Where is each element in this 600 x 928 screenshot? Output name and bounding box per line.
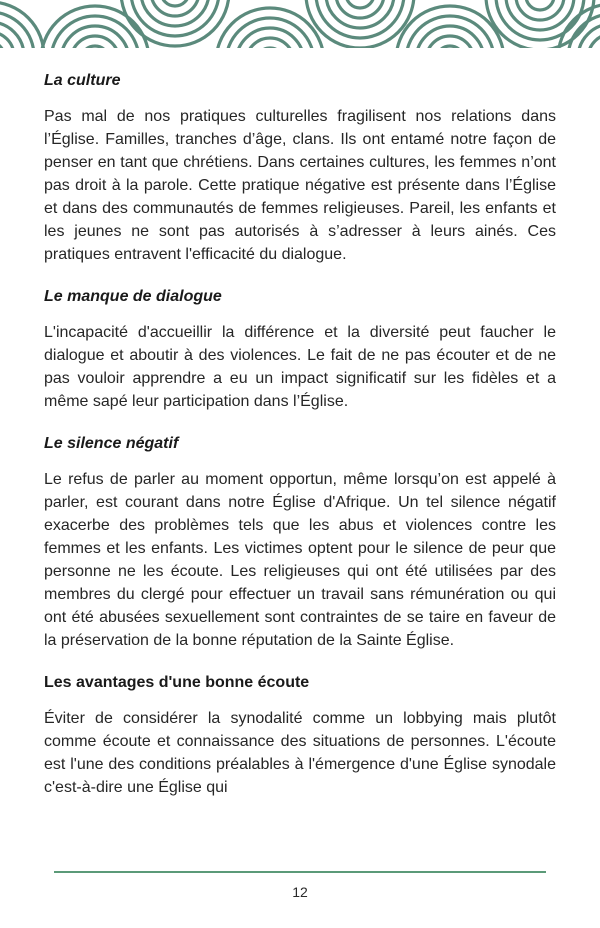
concentric-circles-4 (216, 8, 324, 48)
page-number: 12 (292, 884, 308, 900)
section-heading-silence: Le silence négatif (44, 435, 179, 452)
section-text-silence: Le refus de parler au moment opportun, même lorsqu’on est appelé à parler, est courant dans notre Église d'Afrique. Un tel silence négatif exacerbe des problèmes tels que les abus et violences contre les femmes et les enfants. Les victimes optent pour le silence de peur que personne ne les écoute. Les religieuses qui ont été utilisées par des membres du clergé pour effectuer un travail sans rémunération ou qui ont été abusées sexuellement sont contraintes de se taire en faveur de la préservation de la bonne réputation de la Sainte Église. (44, 471, 556, 649)
section-heading-culture: La culture (44, 72, 121, 89)
section-text-dialogue: L'incapacité d'accueillir la différence et la diversité peut faucher le dialogue et aboutir à des violences. Le fait de ne pas écouter et de ne pas vouloir apprendre a eu un impact significatif sur les fidèles et a même sapé leur participation dans l’Église. (44, 324, 556, 410)
concentric-circles-1 (0, 2, 44, 48)
concentric-circles-7 (486, 0, 594, 48)
section-heading-dialogue: Le manque de dialogue (44, 288, 222, 305)
section-text-culture: Pas mal de nos pratiques culturelles fragilisent nos relations dans l’Église. Familles, tranches d’âge, clans. Ils ont entamé notre façon de penser en tant que chrétiens. Dans certaines cultures, les femmes n’ont pas droit à la parole. Cette pratique négative est présente dans l’Église et dans des communautés de femmes religieuses. Pareil, les enfants et les jeunes ne sont pas autorisés à s’adresser à leurs ainés. Ces pratiques entravent l'efficacité du dialogue. (44, 108, 556, 263)
decorative-header-pattern (0, 0, 600, 48)
section-text-listening: Éviter de considérer la synodalité comme un lobbying mais plutôt comme écoute et connaissance des situations de personnes. L'écoute est l'une des conditions préalables à l'émergence d'une Église synodale c'est-à-dire une Église qui (44, 710, 556, 796)
concentric-circles-8 (558, 4, 600, 48)
concentric-circles-3 (121, 0, 229, 46)
section-heading-listening: Les avantages d'une bonne écoute (44, 674, 310, 691)
footer-divider (54, 871, 546, 873)
page-content (44, 70, 556, 799)
concentric-circles-5 (306, 0, 414, 48)
